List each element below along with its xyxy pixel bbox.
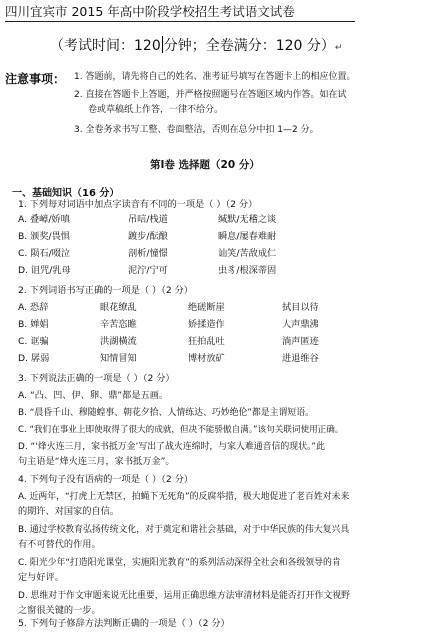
note-item-1: 1. 答题前，请先将自己的姓名、准考证号填写在答题卡上的相应位置。 (74, 72, 356, 82)
q1-option-a-word-3: 缄默/无稽之谈 (218, 214, 277, 225)
q4-option-b: B. 通过学校教育弘扬传统文化，对于奠定和谐社会基础，对于中华民族的伟大复兴具 (18, 525, 350, 535)
q4-option-b-cont: 有不可替代的作用。 (18, 539, 101, 550)
q2-option-a-word-2: 眼花缭乱 (100, 302, 137, 313)
note-item-2: 2. 直接在答题卡上答题，并严格按照题号在答题区域内作答。如在试 (74, 90, 347, 100)
q3-option-d-cont: 句主语是“烽火连三月，家书抵万金”。 (18, 456, 175, 467)
q4-option-c-cont: 定与好评。 (18, 572, 64, 583)
q2-option-c: C. 诓骗 (18, 336, 49, 347)
return-mark-icon: ↵ (334, 43, 343, 53)
exam-title (5, 4, 355, 22)
q2-option-d-word-2: 知情冒知 (100, 353, 137, 364)
q2-option-d: D. 孱弱 (18, 353, 50, 364)
question-4-stem: 4. 下列句子没有语病的一项是（ ）（2 分） (18, 474, 193, 485)
exam-title-text: 四川宜宾市 2015 年高中阶段学校招生考试语文试卷 (5, 4, 295, 19)
q1-option-d: D. 诅咒/乳母 (18, 265, 71, 276)
note-item-4: 3. 全卷务求书写工整、卷面整洁，否则在总分中扣 1—2 分。 (74, 125, 319, 135)
exam-time: （考试时间：120 (50, 38, 161, 54)
q1-option-b-word-3: 瞬息/屡春难耐 (218, 231, 277, 242)
q2-option-c-word-3: 狂拍乱吐 (188, 336, 225, 347)
exam-info (50, 36, 342, 57)
q2-option-a: A. 恐辞 (18, 302, 49, 313)
q1-option-a-word-2: 吊唁/栈道 (128, 214, 168, 225)
q4-option-c: C. 阳光少年“打造阳光课堂，实施阳光教育”的系列活动深得全社会和各级领导的肯 (18, 558, 341, 568)
q4-option-d: D. 思维对于作文审题来说无比重要，运用正确思维方法审清材料是能否打开作文视野 (18, 591, 350, 601)
q2-option-b-word-3: 娇揉造作 (188, 319, 225, 330)
exam-score: 分钟；全卷满分：120 分） (163, 38, 335, 54)
q1-option-b: B. 颁奖/畏惧 (18, 231, 70, 242)
question-3-stem: 3. 下列说法正确的一项是（ ）（2 分） (18, 373, 175, 384)
q4-option-d-cont: 之窗很关键的一步。 (18, 605, 101, 616)
note-item-3: 卷或草稿纸上作答，一律不给分。 (88, 105, 224, 115)
part-title: 一、基础知识（16 分） (12, 188, 120, 199)
question-5-stem: 5. 下列句子修辞方法判断正确的一项是（ ）（2 分） (18, 618, 230, 629)
q1-option-b-word-2: 踱步/酝酿 (128, 231, 168, 242)
q2-option-a-word-3: 绝磋断崖 (188, 302, 225, 313)
text-cursor (162, 36, 163, 53)
q4-option-a: A. 近两年，“打虎上无禁区，拍蝇下无死角”的反腐举措，极大地促进了老百姓对未来 (18, 492, 350, 502)
q2-option-c-word-4: 淌声匿迹 (282, 336, 319, 347)
q1-option-d-word-3: 虫豸/根深蒂固 (218, 265, 277, 276)
q1-option-c: C. 陨石/啜泣 (18, 248, 71, 259)
q2-option-b-word-2: 辛苦恣睢 (100, 319, 137, 330)
q3-option-c: C. “我们在事业上即使取得了很大的成就，但决不能骄傲自满。”该句关联词使用正确。 (18, 425, 344, 435)
q1-option-d-word-2: 泥泞/宁可 (128, 265, 168, 276)
notes-label: 注意事项： (5, 72, 66, 86)
q3-option-d: D. “‘烽火连三月，家书抵万金’写出了战火连绵时，与家人难通音信的现状。”此 (18, 442, 325, 452)
q3-option-a: A. “凸、凹、伊、卵、鼎”都是五画。 (18, 390, 169, 401)
q2-option-c-word-2: 洪湖橫流 (100, 336, 137, 347)
q2-option-d-word-3: 博材放矿 (188, 353, 225, 364)
q1-option-c-word-2: 剖析/憧憬 (128, 248, 168, 259)
q2-option-a-word-4: 拭目以待 (282, 302, 319, 313)
q1-option-a: A. 叠嶂/娇嗔 (18, 214, 70, 225)
q2-option-b-word-4: 人声鼎沸 (282, 319, 319, 330)
question-1-stem: 1. 下列每对词语中加点字读音有不同的一项是（ ）（2 分） (18, 199, 258, 210)
q2-option-d-word-4: 进退维谷 (282, 353, 319, 364)
question-2-stem: 2. 下列词语书写正确的一项是（ ）（2 分） (18, 285, 193, 296)
q3-option-b: B. “晨昏千山、穆随蝗事、朝花夕拾、人情练达、巧妙绝伦”都是主谓短语。 (18, 408, 315, 418)
q2-option-b: B. 婵娟 (18, 319, 49, 330)
q4-option-a-cont: 的期许、对国家的自信。 (18, 506, 120, 517)
section-title: 第Ⅰ卷 选择题（20 分） (150, 159, 260, 171)
q1-option-c-word-3: 讪笑/苦敌成仁 (218, 248, 277, 259)
